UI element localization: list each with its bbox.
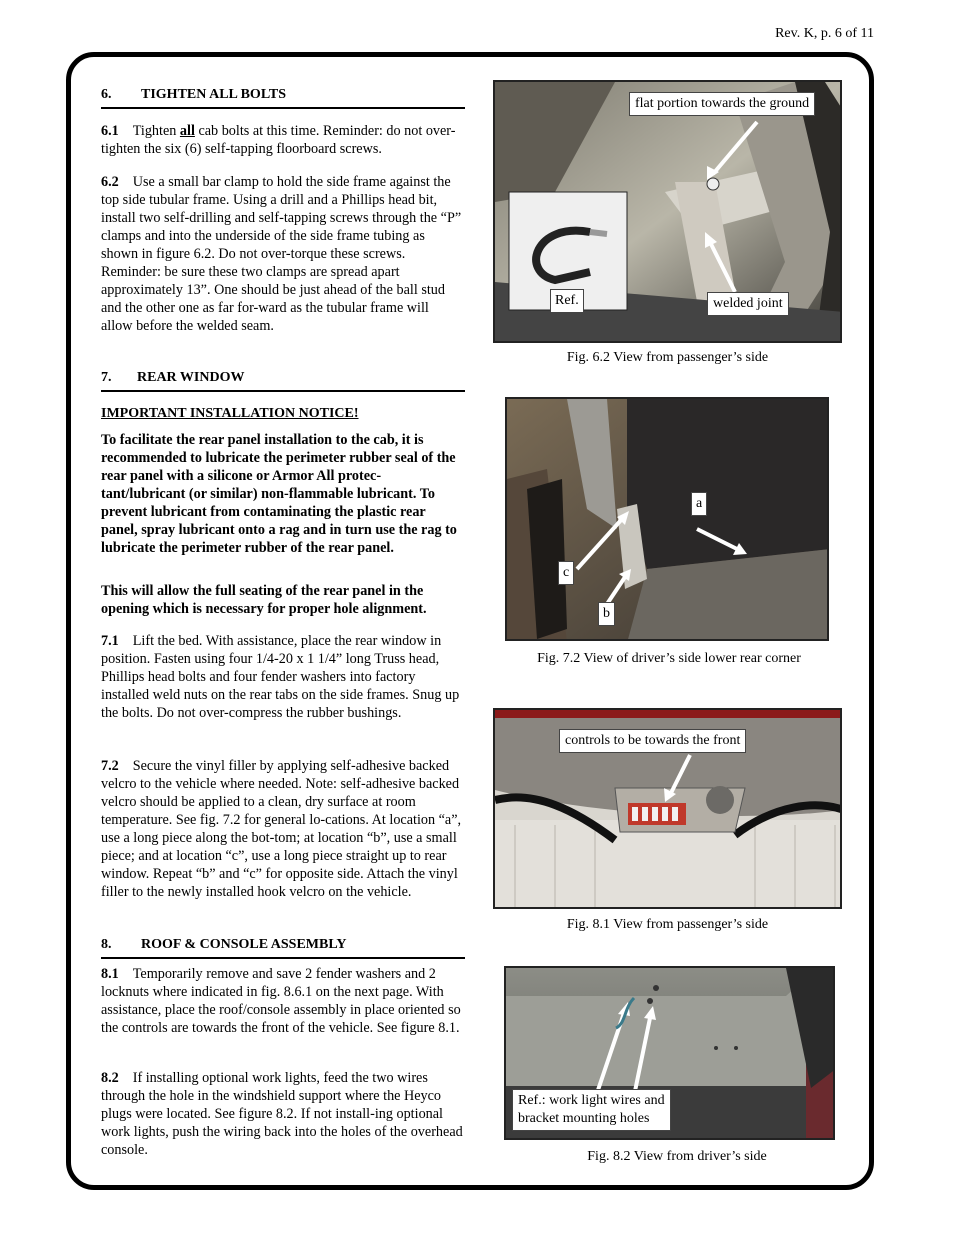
figure-7-2-photo xyxy=(505,397,829,641)
paragraph-6-1 xyxy=(101,122,463,158)
step-number: 6.1 xyxy=(101,123,119,139)
notice-paragraph-2: This will allow the full seating of the rear panel in the opening which is necessary for proper hole alignment. xyxy=(101,583,427,617)
step-number: 7.1 xyxy=(101,633,119,649)
figure-8-1-label-controls: controls to be towards the front xyxy=(559,729,746,753)
step-text: Use a small bar clamp to hold the side frame against the top side tubular frame. Using a drill and a Phillips head bit, install two self-drilling and self-tapping screws through the “P” clamps and into the underside of the side frame tubing as shown in figure 6.2. Do not over-torque these screws. Reminder: be sure these two clamps are spread apart approximately 13”. One should be just ahead of the ball stud and the other one as far for-ward as the tubular frame will allow before the welded seam. xyxy=(101,174,462,334)
step-text: If installing optional work lights, feed the two wires through the hole in the windshield support where the Heyco plugs were located. See figure 8.2. If not install-ing optional work lights, push the wiring back into the holes of the overhead console. xyxy=(101,1070,463,1158)
step-text: Tighten xyxy=(132,123,180,139)
section-8-heading xyxy=(101,937,465,959)
step-number: 8.1 xyxy=(101,966,119,982)
figure-7-2-label-b: b xyxy=(598,602,615,626)
paragraph-8-2 xyxy=(101,1069,463,1159)
paragraph-8-1 xyxy=(101,965,463,1037)
paragraph-6-2 xyxy=(101,173,463,335)
figure-7-2-label-a: a xyxy=(691,492,707,516)
figure-6-2-caption: Fig. 6.2 View from passenger’s side xyxy=(566,350,769,365)
figure-8-2-label-line-1: Ref.: work light wires and xyxy=(518,1093,665,1108)
emphasis-all: all xyxy=(179,123,195,139)
step-text: Secure the vinyl filler by applying self-adhesive backed velcro to the vehicle where needed. Note: self-adhesive backed velcro should be applied to a clean, dry surface at room temperature. See fig. 7.2 for general lo-cations. At location “a”, use a long piece along the bot-tom; at location “b”, use a small piece; and at location “c”, use a long piece straight up to rear window. Repeat “b” and “c” for opposite side. Attach the vinyl filler to the newly installed hook velcro on the vehicle. xyxy=(101,758,462,900)
figure-8-2-caption: Fig. 8.2 View from driver’s side xyxy=(587,1149,767,1164)
section-title: REAR WINDOW xyxy=(137,370,245,385)
step-number: 6.2 xyxy=(101,174,119,190)
step-text: cab bolts at this time. Reminder: do not over-tighten the six (6) self-tapping floorboard screws. xyxy=(101,123,456,157)
section-number: 6. xyxy=(101,87,112,102)
figure-8-1-caption: Fig. 8.1 View from passenger’s side xyxy=(566,917,769,932)
figure-6-2-label-welded: welded joint xyxy=(707,292,789,316)
figure-7-2-caption: Fig. 7.2 View of driver’s side lower rear corner xyxy=(537,651,801,666)
figure-8-2-label-ref xyxy=(512,1089,671,1131)
step-text: Temporarily remove and save 2 fender washers and 2 locknuts where indicated in fig. 8.6.1 on the next page. With assistance, place the roof/console assembly in place oriented so the controls are towards the front of the vehicle. See figure 8.1. xyxy=(101,966,461,1036)
section-number: 7. xyxy=(101,370,112,385)
section-number: 8. xyxy=(101,937,112,952)
figure-7-2-label-c: c xyxy=(558,561,574,585)
section-7-heading xyxy=(101,370,465,392)
step-text: Lift the bed. With assistance, place the rear window in position. Fasten using four 1/4-20 x 1 1/4” long Truss head, Phillips head bolts and four fender washers into factory installed weld nuts on the rear tabs on the side frames. Snug up the bolts. Do not over-compress the rubber bushings. xyxy=(101,633,460,721)
notice-paragraph-1: To facilitate the rear panel installation to the cab, it is recommended to lubricate the perimeter rubber seal of the rear panel with a silicone or Armor All protec-tant/lubricant (or similar) non-flammable lubricant. To prevent lubricant from contaminating the plastic rear panel, spray lubricant onto a rag and in turn use the rag to lubricate the perimeter rubber of the rear panel. xyxy=(101,432,457,556)
section-title: TIGHTEN ALL BOLTS xyxy=(141,87,286,102)
step-number: 7.2 xyxy=(101,758,119,774)
paragraph-7-2 xyxy=(101,757,463,901)
page-revision: Rev. K, p. 6 of 11 xyxy=(775,26,874,41)
figure-6-2-photo xyxy=(493,80,842,343)
section-title: ROOF & CONSOLE ASSEMBLY xyxy=(141,937,347,952)
notice-title: IMPORTANT INSTALLATION NOTICE! xyxy=(101,406,359,421)
paragraph-7-1 xyxy=(101,632,463,722)
step-number: 8.2 xyxy=(101,1070,119,1086)
figure-8-2-label-line-2: bracket mounting holes xyxy=(518,1111,650,1126)
figure-6-2-label-flat: flat portion towards the ground xyxy=(629,92,815,116)
figure-6-2-label-ref: Ref. xyxy=(550,289,584,313)
section-6-heading xyxy=(101,87,465,109)
